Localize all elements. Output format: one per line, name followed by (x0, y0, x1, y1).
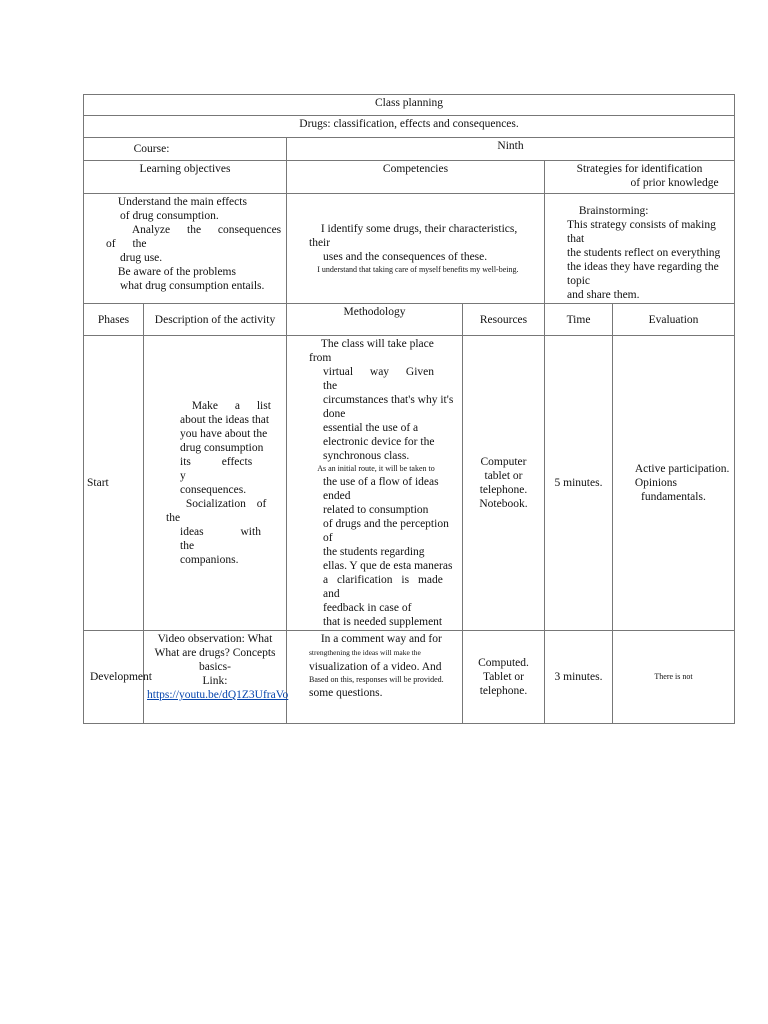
objective-line: Analyze the consequences of the (106, 224, 282, 250)
start-resources: Computer tablet or telephone. Notebook. (463, 336, 545, 631)
resources-header: Resources (463, 304, 545, 336)
time-header: Time (545, 304, 613, 336)
development-methodology: In a comment way and for strengthening the ideas will make the visualization of a video. And Based on this, responses will be provided. some questions. (287, 631, 463, 724)
course-label: Course: (84, 138, 287, 161)
competency-line: uses and the consequences of these. (323, 243, 488, 256)
objective-line: drug use. (120, 252, 163, 264)
strategies-header: Strategies for identification of prior knowledge (545, 161, 735, 194)
development-evaluation: There is not (613, 631, 735, 724)
strategy-line: and share them. (567, 289, 640, 301)
objective-line: what drug consumption entails. (120, 280, 265, 292)
class-planning-table (83, 94, 735, 724)
topic-title: Drugs: classification, effects and consequences. (84, 116, 735, 138)
methodology-header: Methodology (287, 304, 463, 336)
learning-objectives-header: Learning objectives (84, 161, 287, 194)
video-link[interactable]: https://youtu.be/dQ1Z3UfraVo (147, 675, 289, 687)
competency-line: I understand that taking care of myself benefits my well-being. (309, 257, 511, 267)
phase-start: Start (84, 336, 144, 631)
description-header: Description of the activity (144, 304, 287, 336)
phase-development: Development (84, 631, 144, 724)
objective-line: of drug consumption. (120, 210, 219, 222)
course-value: Ninth (287, 138, 735, 161)
learning-objectives-cell (84, 194, 287, 304)
competencies-header: Competencies (287, 161, 545, 194)
start-methodology: The class will take place from virtual way Given the circumstances that's why it's done essential the use of a electronic device for the synchronous class. As an initial route, it will be taken to the use of a flow of ideas ended related to consumption of drugs and the perception of the students regarding ellas. Y que de esta maneras a clarification is made and feedback in case of that is needed supplement (287, 336, 463, 631)
objective-line: Be aware of the problems (106, 266, 225, 278)
strategies-cell (545, 194, 735, 304)
table-row (84, 631, 735, 724)
competency-line: I identify some drugs, their characteristics, their (309, 229, 530, 242)
development-resources: Computed. Tablet or telephone. (463, 631, 545, 724)
phases-header: Phases (84, 304, 144, 336)
development-time: 3 minutes. (545, 631, 613, 724)
strategy-line: the students reflect on everything (567, 247, 721, 259)
start-evaluation: Active participation. Opinions fundamentals. (613, 336, 735, 631)
table-row (84, 336, 735, 631)
competencies-cell (287, 194, 545, 304)
strategy-line: Brainstorming: (567, 205, 637, 217)
start-description: Make a list about the ideas that you have about the drug consumption its effects y consequences. Socialization of the ideas with the companions. (144, 336, 287, 631)
objective-line: Understand the main effects (106, 196, 236, 208)
document-title: Class planning (84, 95, 735, 116)
class-planning-document (83, 94, 734, 724)
strategy-line: This strategy consists of making that (567, 219, 716, 245)
development-description: Video observation: What What are drugs? Concepts basics- Link: https://youtu.be/dQ1Z3UfraVo (144, 631, 287, 724)
strategy-line: the ideas they have regarding the topic (567, 261, 719, 287)
evaluation-header: Evaluation (613, 304, 735, 336)
start-time: 5 minutes. (545, 336, 613, 631)
